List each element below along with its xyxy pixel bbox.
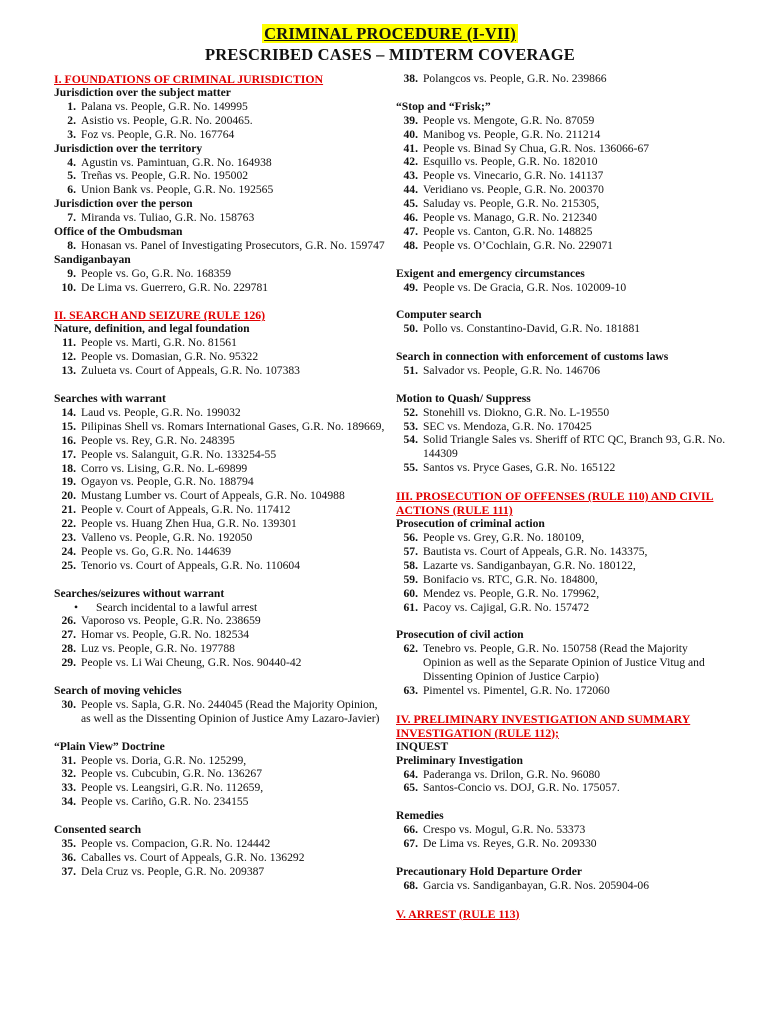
case-item (54, 475, 386, 489)
case-item (396, 239, 726, 253)
case-number: 22. (61, 517, 76, 531)
case-citation: Santos vs. Pryce Gases, G.R. No. 165122 (422, 461, 616, 475)
subsection-heading: Remedies (395, 809, 444, 823)
case-item (54, 267, 386, 281)
case-citation: People vs. Cariño, G.R. No. 234155 (81, 795, 249, 809)
spacer (396, 475, 726, 489)
case-item (54, 239, 386, 253)
case-item (54, 754, 386, 768)
case-citation: Foz vs. People, G.R. No. 167764 (81, 127, 235, 141)
case-number: 61. (403, 600, 418, 614)
case-citation: Mustang Lumber vs. Court of Appeals, G.R. No. 104988 (81, 489, 345, 503)
case-item (54, 559, 386, 573)
case-item (396, 573, 726, 587)
case-citation: Lazarte vs. Sandiganbayan, G.R. No. 180122, (422, 558, 636, 572)
case-number: 8. (67, 238, 76, 252)
case-number: 3. (67, 127, 76, 141)
case-number: 37. (61, 864, 76, 878)
case-number: 40. (403, 127, 418, 141)
case-item (54, 642, 386, 656)
case-number: 26. (61, 614, 76, 628)
spacer (396, 614, 726, 628)
case-citation: People vs. Salanguit, G.R. No. 133254-55 (81, 447, 277, 461)
section-heading: III. PROSECUTION OF OFFENSES (RULE 110) AND CIVIL ACTIONS (RULE 111) (395, 489, 714, 518)
case-number: 58. (403, 558, 418, 572)
spacer (54, 726, 386, 740)
case-number: 33. (61, 781, 76, 795)
case-number: 52. (403, 405, 418, 419)
case-item (54, 448, 386, 462)
case-item (396, 837, 726, 851)
document-header (54, 24, 726, 65)
case-citation: Treñas vs. People, G.R. No. 195002 (81, 169, 249, 183)
case-item (396, 183, 726, 197)
case-citation: People vs. O’Cochlain, G.R. No. 229071 (422, 238, 613, 252)
case-number: 56. (403, 531, 418, 544)
case-citation: Crespo vs. Mogul, G.R. No. 53373 (422, 823, 586, 837)
case-item (396, 142, 726, 156)
case-item (54, 781, 386, 795)
case-item (54, 128, 386, 142)
case-citation: People vs. Sapla, G.R. No. 244045 (Read the Majority Opinion, as well as the Dissenting Opinion of Justice Amy Lazaro-Javier) (81, 697, 380, 725)
case-citation: Homar vs. People, G.R. No. 182534 (81, 628, 250, 642)
spacer (54, 573, 386, 587)
case-citation: Laud vs. People, G.R. No. 199032 (81, 405, 241, 419)
case-number: 20. (61, 489, 76, 503)
case-number: 62. (403, 642, 418, 656)
case-number: 32. (61, 767, 76, 781)
case-citation: Valleno vs. People, G.R. No. 192050 (81, 531, 253, 545)
subsection-heading: “Plain View” Doctrine (54, 739, 165, 753)
case-item (396, 155, 726, 169)
subsection-heading: Preliminary Investigation (395, 753, 523, 767)
case-item (54, 851, 386, 865)
case-item (396, 225, 726, 239)
case-citation: Ogayon vs. People, G.R. No. 188794 (81, 475, 254, 489)
case-citation: People vs. De Gracia, G.R. Nos. 102009-10 (422, 280, 627, 294)
case-number: 24. (61, 544, 76, 558)
case-number: 10. (61, 280, 76, 294)
case-item (396, 642, 726, 684)
case-item (396, 211, 726, 225)
case-citation: Pilipinas Shell vs. Romars International Gases, G.R. No. 189669, (81, 419, 385, 433)
case-item (396, 114, 726, 128)
subsection-heading: Exigent and emergency circumstances (395, 266, 585, 280)
case-citation: Bonifacio vs. RTC, G.R. No. 184800, (422, 572, 598, 586)
section-heading: II. SEARCH AND SEIZURE (RULE 126) (54, 308, 266, 323)
case-item (54, 462, 386, 476)
case-number: 31. (61, 753, 76, 767)
case-citation: Manibog vs. People, G.R. No. 211214 (422, 127, 601, 141)
case-number: 30. (61, 697, 76, 711)
case-number: 12. (61, 350, 76, 364)
case-item (396, 545, 726, 559)
case-number: 1. (67, 99, 76, 113)
case-citation: Dela Cruz vs. People, G.R. No. 209387 (81, 864, 265, 878)
case-item (54, 364, 386, 378)
case-number: 44. (403, 183, 418, 197)
case-item (396, 531, 726, 545)
case-item (54, 114, 386, 128)
spacer (396, 795, 726, 809)
case-citation: Veridiano vs. People, G.R. No. 200370 (422, 183, 604, 197)
case-item (396, 197, 726, 211)
case-citation: Garcia vs. Sandiganbayan, G.R. Nos. 205904-06 (422, 878, 650, 892)
case-citation: People vs. Leangsiri, G.R. No. 112659, (81, 781, 264, 795)
case-citation: People vs. Grey, G.R. No. 180109, (422, 531, 585, 544)
spacer (54, 378, 386, 392)
case-item (54, 656, 386, 670)
case-item (396, 823, 726, 837)
case-number: 14. (61, 405, 76, 419)
case-citation: Tenebro vs. People, G.R. No. 150758 (Read the Majority Opinion as well as the Separate Opinion of Justice Vitug and Dissenting Opinion of Justice Carpio) (422, 642, 705, 684)
case-number: 29. (61, 656, 76, 670)
case-number: 66. (403, 823, 418, 837)
case-citation: Salvador vs. People, G.R. No. 146706 (422, 363, 601, 377)
case-item (54, 350, 386, 364)
case-number: 41. (403, 141, 418, 155)
case-number: 27. (61, 628, 76, 642)
case-citation: Union Bank vs. People, G.R. No. 192565 (81, 183, 274, 197)
subsection-heading: INQUEST (395, 739, 449, 753)
case-number: 35. (61, 836, 76, 850)
case-item (54, 100, 386, 114)
case-item (54, 211, 386, 225)
case-item (396, 768, 726, 782)
spacer (396, 336, 726, 350)
case-citation: Asistio vs. People, G.R. No. 200465. (81, 113, 253, 127)
spacer (396, 378, 726, 392)
case-citation: De Lima vs. Reyes, G.R. No. 209330 (422, 837, 597, 851)
case-citation: Polangcos vs. People, G.R. No. 239866 (422, 72, 607, 85)
case-number: 55. (403, 461, 418, 475)
subsection-heading: Search in connection with enforcement of customs laws (395, 350, 669, 364)
subsection-heading: Searches with warrant (54, 392, 166, 405)
spacer (396, 86, 726, 100)
case-number: 6. (67, 183, 76, 197)
case-number: 23. (61, 531, 76, 545)
case-item (54, 614, 386, 628)
case-item (54, 169, 386, 183)
spacer (54, 295, 386, 309)
case-number: 49. (403, 280, 418, 294)
subsection-heading: Prosecution of civil action (395, 628, 524, 642)
case-citation: Santos-Concio vs. DOJ, G.R. No. 175057. (422, 781, 620, 795)
case-number: 15. (61, 419, 76, 433)
case-citation: Palana vs. People, G.R. No. 149995 (81, 99, 248, 113)
case-number: 47. (403, 224, 418, 238)
subsection-heading: Precautionary Hold Departure Order (395, 864, 582, 878)
left-column (54, 72, 386, 921)
case-item (396, 587, 726, 601)
case-citation: Saluday vs. People, G.R. No. 215305, (422, 197, 600, 211)
case-number: 67. (403, 837, 418, 851)
bullet-item (54, 601, 386, 615)
case-item (54, 865, 386, 879)
case-citation: People vs. Huang Zhen Hua, G.R. No. 139301 (81, 517, 297, 531)
case-citation: People vs. Domasian, G.R. No. 95322 (81, 350, 259, 364)
subsection-heading: Search of moving vehicles (54, 684, 182, 697)
case-item (396, 461, 726, 475)
case-number: 2. (67, 113, 76, 127)
case-number: 28. (61, 642, 76, 656)
case-number: 48. (403, 238, 418, 252)
section-heading: V. ARREST (RULE 113) (395, 906, 520, 921)
case-citation: People v. Court of Appeals, G.R. No. 117412 (81, 503, 291, 517)
case-number: 39. (403, 113, 418, 127)
case-number: 5. (67, 169, 76, 183)
case-number: 64. (403, 767, 418, 781)
case-number: 21. (61, 503, 76, 517)
case-item (396, 420, 726, 434)
case-item (54, 420, 386, 434)
case-number: 59. (403, 572, 418, 586)
two-column-body (54, 72, 726, 921)
case-item (396, 72, 726, 86)
case-citation: Pacoy vs. Cajigal, G.R. No. 157472 (422, 600, 590, 614)
case-citation: People vs. Canton, G.R. No. 148825 (422, 224, 593, 238)
case-citation: People vs. Vinecario, G.R. No. 141137 (422, 169, 604, 183)
case-item (396, 433, 726, 461)
subsection-heading: Jurisdiction over the subject matter (54, 86, 231, 99)
case-citation: Miranda vs. Tuliao, G.R. No. 158763 (81, 211, 255, 225)
case-number: 57. (403, 544, 418, 558)
right-column (396, 72, 726, 921)
spacer (396, 893, 726, 907)
case-item (396, 169, 726, 183)
case-item (396, 406, 726, 420)
case-number: 11. (62, 336, 76, 350)
case-item (396, 684, 726, 698)
case-citation: People vs. Cubcubin, G.R. No. 136267 (81, 767, 262, 781)
spacer (54, 670, 386, 684)
spacer (396, 698, 726, 712)
case-number: 68. (403, 878, 418, 892)
spacer (396, 253, 726, 267)
case-number: 18. (61, 461, 76, 475)
case-number: 53. (403, 419, 418, 433)
subsection-heading: Consented search (54, 823, 142, 837)
case-number: 45. (403, 197, 418, 211)
case-citation: Mendez vs. People, G.R. No. 179962, (422, 586, 600, 600)
case-citation: Stonehill vs. Diokno, G.R. No. L-19550 (422, 405, 610, 419)
case-citation: People vs. Manago, G.R. No. 212340 (422, 211, 597, 225)
case-item (54, 336, 386, 350)
subsection-heading: Searches/seizures without warrant (54, 586, 225, 600)
case-number: 46. (403, 211, 418, 225)
case-item (396, 879, 726, 893)
case-number: 51. (403, 363, 418, 377)
case-item (396, 559, 726, 573)
case-number: 60. (403, 586, 418, 600)
section-heading: IV. PRELIMINARY INVESTIGATION AND SUMMARY INVESTIGATION (RULE 112); (395, 711, 691, 740)
case-item (54, 183, 386, 197)
case-item (396, 364, 726, 378)
case-citation: People vs. Rey, G.R. No. 248395 (81, 433, 235, 447)
subsection-heading: Computer search (395, 308, 482, 322)
case-citation: People vs. Compacion, G.R. No. 124442 (81, 836, 271, 850)
spacer (396, 851, 726, 865)
case-citation: Esquillo vs. People, G.R. No. 182010 (422, 155, 598, 169)
case-number: 34. (61, 795, 76, 809)
spacer (54, 809, 386, 823)
case-citation: Tenorio vs. Court of Appeals, G.R. No. 110604 (81, 558, 301, 572)
case-item (54, 545, 386, 559)
case-item (396, 601, 726, 615)
case-item (54, 698, 386, 726)
case-citation: People vs. Go, G.R. No. 144639 (81, 544, 232, 558)
subsection-heading: Motion to Quash/ Suppress (395, 391, 531, 405)
case-number: 42. (403, 155, 418, 169)
case-number: 25. (61, 558, 76, 572)
case-item (54, 795, 386, 809)
case-item (396, 128, 726, 142)
case-citation: Pollo vs. Constantino-David, G.R. No. 181881 (422, 322, 641, 336)
case-item (396, 322, 726, 336)
case-citation: SEC vs. Mendoza, G.R. No. 170425 (422, 419, 592, 433)
case-citation: Zulueta vs. Court of Appeals, G.R. No. 107383 (81, 364, 300, 378)
case-citation: Vaporoso vs. People, G.R. No. 238659 (81, 614, 261, 628)
case-item (396, 781, 726, 795)
case-citation: Agustin vs. Pamintuan, G.R. No. 164938 (81, 155, 272, 169)
subsection-heading: Nature, definition, and legal foundation (54, 322, 250, 336)
case-citation: Honasan vs. Panel of Investigating Prosecutors, G.R. No. 159747 (81, 238, 385, 252)
case-citation: Caballes vs. Court of Appeals, G.R. No. 136292 (81, 850, 305, 864)
subsection-heading: Sandiganbayan (54, 252, 131, 266)
case-number: 65. (403, 781, 418, 795)
case-number: 43. (403, 169, 418, 183)
bullet-text: Search incidental to a lawful arrest (96, 600, 258, 614)
case-item (54, 628, 386, 642)
case-item (54, 489, 386, 503)
case-number: 19. (61, 475, 76, 489)
case-number: 4. (67, 155, 76, 169)
subsection-heading: Jurisdiction over the territory (54, 141, 203, 155)
case-citation: People vs. Mengote, G.R. No. 87059 (422, 113, 595, 127)
document-title: CRIMINAL PROCEDURE (I-VII) (264, 24, 516, 43)
case-item (54, 156, 386, 170)
case-number: 13. (61, 364, 76, 378)
subsection-heading: “Stop and “Frisk;” (395, 99, 491, 113)
subsection-heading: Office of the Ombudsman (54, 225, 183, 239)
case-citation: People vs. Doria, G.R. No. 125299, (81, 753, 247, 767)
case-citation: Bautista vs. Court of Appeals, G.R. No. 143375, (422, 544, 648, 558)
case-item (396, 281, 726, 295)
case-number: 50. (403, 322, 418, 336)
case-citation: People vs. Marti, G.R. No. 81561 (81, 336, 237, 350)
case-citation: People vs. Binad Sy Chua, G.R. Nos. 136066-67 (422, 141, 650, 155)
case-citation: People vs. Li Wai Cheung, G.R. Nos. 90440-42 (81, 656, 302, 670)
case-number: 63. (403, 683, 418, 697)
case-number: 9. (67, 266, 76, 280)
case-item (54, 434, 386, 448)
case-citation: Pimentel vs. Pimentel, G.R. No. 172060 (422, 683, 610, 697)
case-item (54, 503, 386, 517)
case-number: 54. (403, 433, 418, 447)
spacer (396, 294, 726, 308)
section-heading: I. FOUNDATIONS OF CRIMINAL JURISDICTION (54, 72, 324, 86)
document-subtitle: PRESCRIBED CASES – MIDTERM COVERAGE (204, 45, 576, 64)
case-number: 36. (61, 850, 76, 864)
case-item (54, 281, 386, 295)
subsection-heading: Jurisdiction over the person (54, 197, 193, 211)
case-item (54, 406, 386, 420)
subsection-heading: Prosecution of criminal action (395, 517, 545, 531)
case-number: 7. (67, 211, 76, 225)
case-item (54, 531, 386, 545)
case-citation: Corro vs. Lising, G.R. No. L-69899 (81, 461, 248, 475)
case-citation: Paderanga vs. Drilon, G.R. No. 96080 (422, 767, 601, 781)
case-number: 16. (61, 433, 76, 447)
case-citation: De Lima vs. Guerrero, G.R. No. 229781 (81, 280, 269, 294)
case-number: 17. (61, 447, 76, 461)
case-number: 38. (403, 72, 418, 85)
case-item (54, 837, 386, 851)
case-citation: People vs. Go, G.R. No. 168359 (81, 266, 232, 280)
case-item (54, 767, 386, 781)
bullet-icon: • (73, 600, 78, 614)
case-citation: Luz vs. People, G.R. No. 197788 (81, 642, 235, 656)
case-item (54, 517, 386, 531)
case-citation: Solid Triangle Sales vs. Sheriff of RTC QC, Branch 93, G.R. No. 144309 (422, 433, 726, 461)
